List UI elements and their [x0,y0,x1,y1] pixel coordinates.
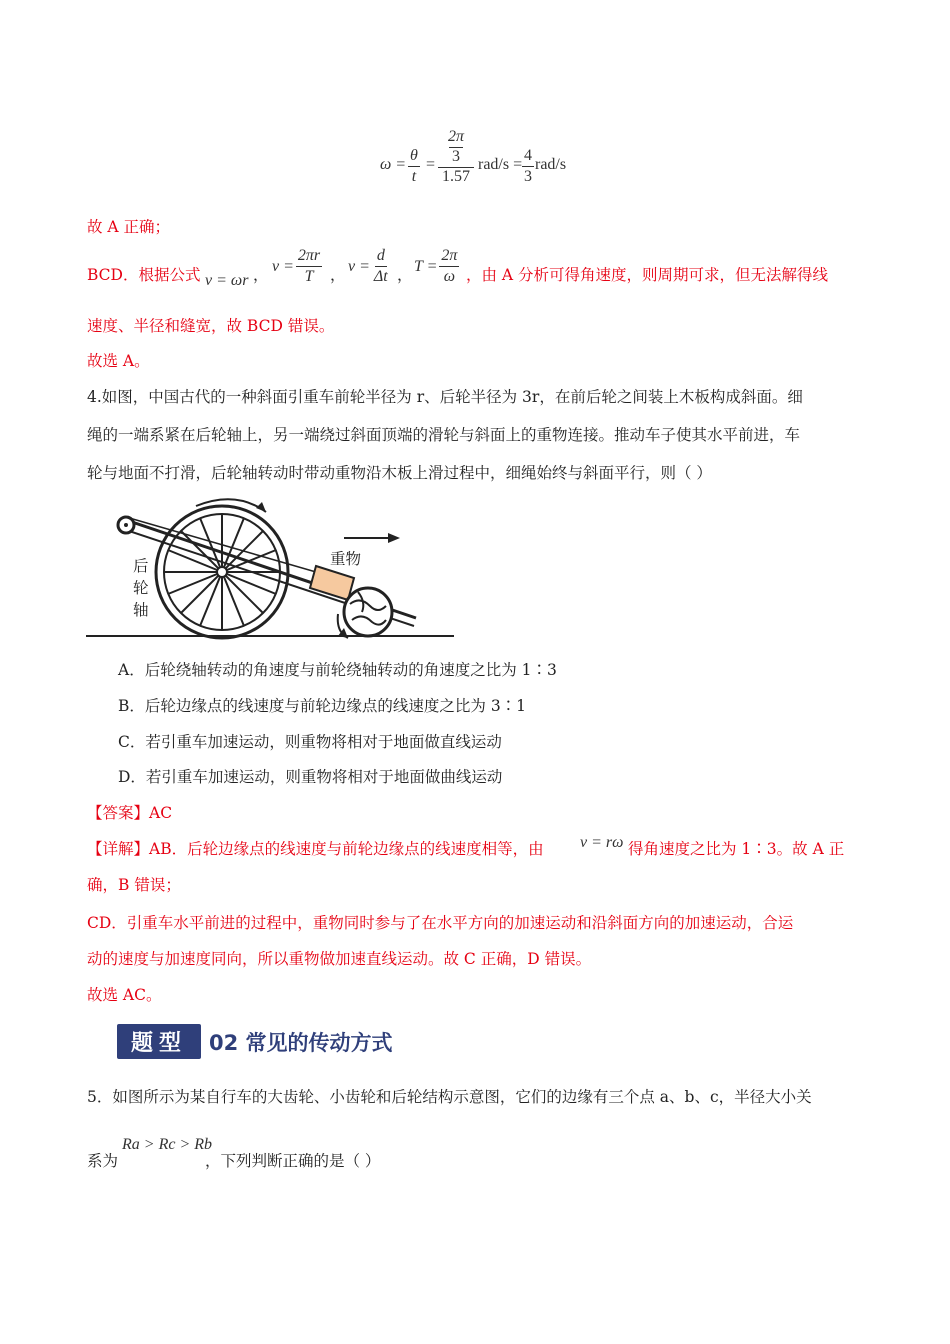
q4-answer: 【答案】AC [87,804,173,822]
q4-line1: 4.如图，中国古代的一种斜面引重车前轮半径为 r、后轮半径为 3r，在前后轮之间装上木板构成斜面。细 [87,388,803,406]
big-fraction [437,128,475,186]
bcd-f1: v = ωr [205,272,249,289]
label-axle-2: 轮 [133,579,149,597]
theta-over-t [408,146,420,187]
q4-select: 故选 AC。 [87,986,162,1004]
q4-line2: 绳的一端系紧在后轮轴上，另一端绕过斜面顶端的滑轮与斜面上的重物连接。推动车子使其水平前进，车 [87,426,801,444]
q4-option-a: A．后轮绕轴转动的角速度与前轮绕轴转动的角速度之比为 1∶3 [118,661,557,679]
one-point-five-seven: 1.57 [442,168,470,185]
q4-cd-line2: 动的速度与加速度同向，所以重物做加速直线运动。故 C 正确，D 错误。 [87,950,592,968]
q4-cd-line1: CD．引重车水平前进的过程中，重物同时参与了在水平方向的加速运动和沿斜面方向的加速运动，合运 [87,914,794,932]
section-banner [117,1024,393,1059]
q5-formula: Ra > Rc > Rb [122,1136,213,1153]
bcd-f4-lhs: T = [414,257,438,275]
t: t [411,168,417,185]
label-axle-3: 轴 [133,601,149,619]
bcd-comma1: ， [253,266,269,284]
bcd-f4 [414,246,461,287]
q4-option-d: D．若引重车加速运动，则重物将相对于地面做曲线运动 [118,768,503,786]
omega-formula [380,128,580,198]
q4-detail-suffix: 得角速度之比为 1∶3。故 A 正 [628,840,845,858]
bcd-prefix: BCD．根据公式 [87,266,201,284]
q4-detail-prefix: 【详解】AB．后轮边缘点的线速度与前轮边缘点的线速度相等，由 [87,840,544,858]
four-thirds [522,146,534,187]
eq1: = [426,156,436,173]
rear-axle [217,567,227,577]
front-wheel [344,588,392,636]
unit2: rad/s [535,156,567,173]
bcd-comma2: ， [330,266,346,284]
q4-option-b: B．后轮边缘点的线速度与前轮边缘点的线速度之比为 3∶1 [118,697,527,715]
three-b: 3 [524,168,532,185]
q4-line3: 轮与地面不打滑，后轮轴转动时带动重物沿木板上滑过程中，细绳始终与斜面平行，则（ ） [87,464,712,482]
bcd-comma3: ， [397,266,413,284]
bcd-f4-den: ω [443,268,456,285]
bcd-f4-num: 2π [439,246,459,267]
three: 3 [452,148,460,165]
weight-block [310,566,354,600]
bcd-f2 [272,246,324,287]
q5-suffix: ，下列判断正确的是（ ） [205,1152,381,1170]
bcd-line2: 速度、半径和缝宽，故 BCD 错误。 [87,317,335,335]
section-title: 02 常见的传动方式 [209,1030,393,1055]
section-tag: 题型 [117,1024,201,1059]
q5-line1: 5．如图所示为某自行车的大齿轮、小齿轮和后轮结构示意图，它们的边缘有三个点 a、b、c，半径大小关 [87,1088,812,1106]
bcd-f3-lhs: v = [348,257,370,275]
two-pi: 2π [447,128,464,145]
bcd-f2-lhs: v = [272,257,294,275]
bcd-f2-num: 2πr [296,246,322,267]
bcd-select: 故选 A。 [87,352,150,370]
bcd-f3-num: d [375,246,387,267]
bcd-f3 [348,246,392,287]
unit1: rad/s = [478,156,523,173]
bcd-f3-den: Δt [373,268,388,285]
label-axle-1: 后 [133,557,149,575]
theta: θ [408,146,420,167]
line-a-correct: 故 A 正确； [87,218,171,236]
q4-option-c: C．若引重车加速运动，则重物将相对于地面做直线运动 [118,733,502,751]
four: 4 [522,146,534,167]
label-weight: 重物 [330,550,362,568]
q4-detail-formula: v = rω [580,834,624,851]
q4-detail-line2: 确，B 错误； [87,876,181,894]
bcd-f2-den: T [304,268,314,285]
bcd-suffix: ，由 A 分析可得角速度，则周期可求，但无法解得线 [466,266,829,284]
q5-prefix: 系为 [87,1152,119,1170]
omega-lhs: ω = [380,156,407,173]
